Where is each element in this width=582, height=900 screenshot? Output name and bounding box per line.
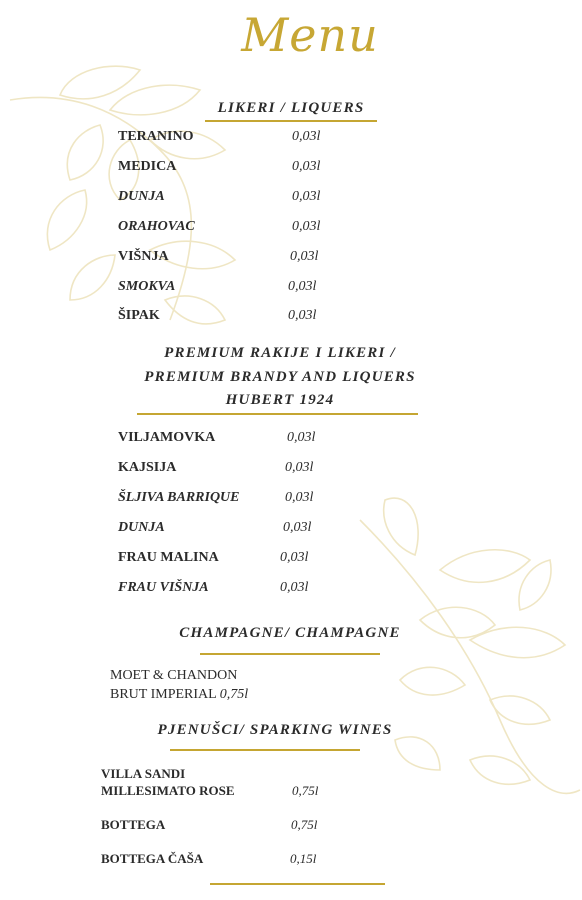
item-name-line2: MILLESIMATO ROSE <box>101 783 235 798</box>
item-name: MEDICA <box>118 159 177 174</box>
section-heading-champagne: CHAMPAGNE/ CHAMPAGNE <box>179 625 401 641</box>
item-name: BOTTEGA ČAŠA <box>101 851 204 866</box>
item-volume: 0,03l <box>288 279 317 294</box>
item-name: BOTTEGA <box>101 817 166 832</box>
item-volume: 0,15l <box>290 851 317 866</box>
item-volume: 0,03l <box>280 580 309 595</box>
champagne-volume: 0,75l <box>219 687 249 702</box>
item-name: ŠIPAK <box>118 308 160 323</box>
item-name: KAJSIJA <box>118 460 177 475</box>
item-volume: 0,03l <box>287 430 316 445</box>
item-name: FRAU VIŠNJA <box>118 580 209 595</box>
item-volume: 0,03l <box>285 490 314 505</box>
section-heading-likeri: LIKERI / LIQUERS <box>217 100 365 116</box>
item-name: VIŠNJA <box>118 249 169 264</box>
divider-line <box>205 120 377 122</box>
item-volume: 0,03l <box>292 159 321 174</box>
item-volume: 0,03l <box>283 520 312 535</box>
section-heading-premium-line1: PREMIUM RAKIJE I LIKERI / <box>164 345 396 361</box>
divider-line <box>200 653 380 655</box>
item-volume: 0,75l <box>291 817 318 832</box>
item-volume: 0,03l <box>292 189 321 204</box>
section-heading-premium-line3: HUBERT 1924 <box>225 392 335 408</box>
item-name: ŠLJIVA BARRIQUE <box>118 490 240 505</box>
item-volume: 0,03l <box>288 308 317 323</box>
item-volume: 0,03l <box>292 129 321 144</box>
item-name: TERANINO <box>118 129 194 144</box>
divider-line <box>170 749 360 751</box>
item-name: DUNJA <box>118 520 165 535</box>
divider-line <box>137 413 418 415</box>
item-name: DUNJA <box>118 189 165 204</box>
item-volume: 0,03l <box>285 460 314 475</box>
item-name: ORAHOVAC <box>118 219 195 234</box>
item-volume: 0,03l <box>290 249 319 264</box>
menu-title: Menu <box>241 8 379 62</box>
item-name: VILJAMOVKA <box>118 430 216 445</box>
item-volume: 0,03l <box>292 219 321 234</box>
section-heading-sparkling: PJENUŠCI/ SPARKING WINES <box>157 722 393 738</box>
item-name-line1: VILLA SANDI <box>101 766 186 781</box>
champagne-name-line1: MOET & CHANDON <box>110 668 238 683</box>
champagne-name-line2: BRUT IMPERIAL <box>110 687 217 702</box>
item-volume: 0,75l <box>292 783 319 798</box>
item-name: FRAU MALINA <box>118 550 219 565</box>
divider-line <box>210 883 385 885</box>
item-volume: 0,03l <box>280 550 309 565</box>
item-name: SMOKVA <box>118 279 176 294</box>
section-heading-premium-line2: PREMIUM BRANDY AND LIQUERS <box>144 369 416 385</box>
